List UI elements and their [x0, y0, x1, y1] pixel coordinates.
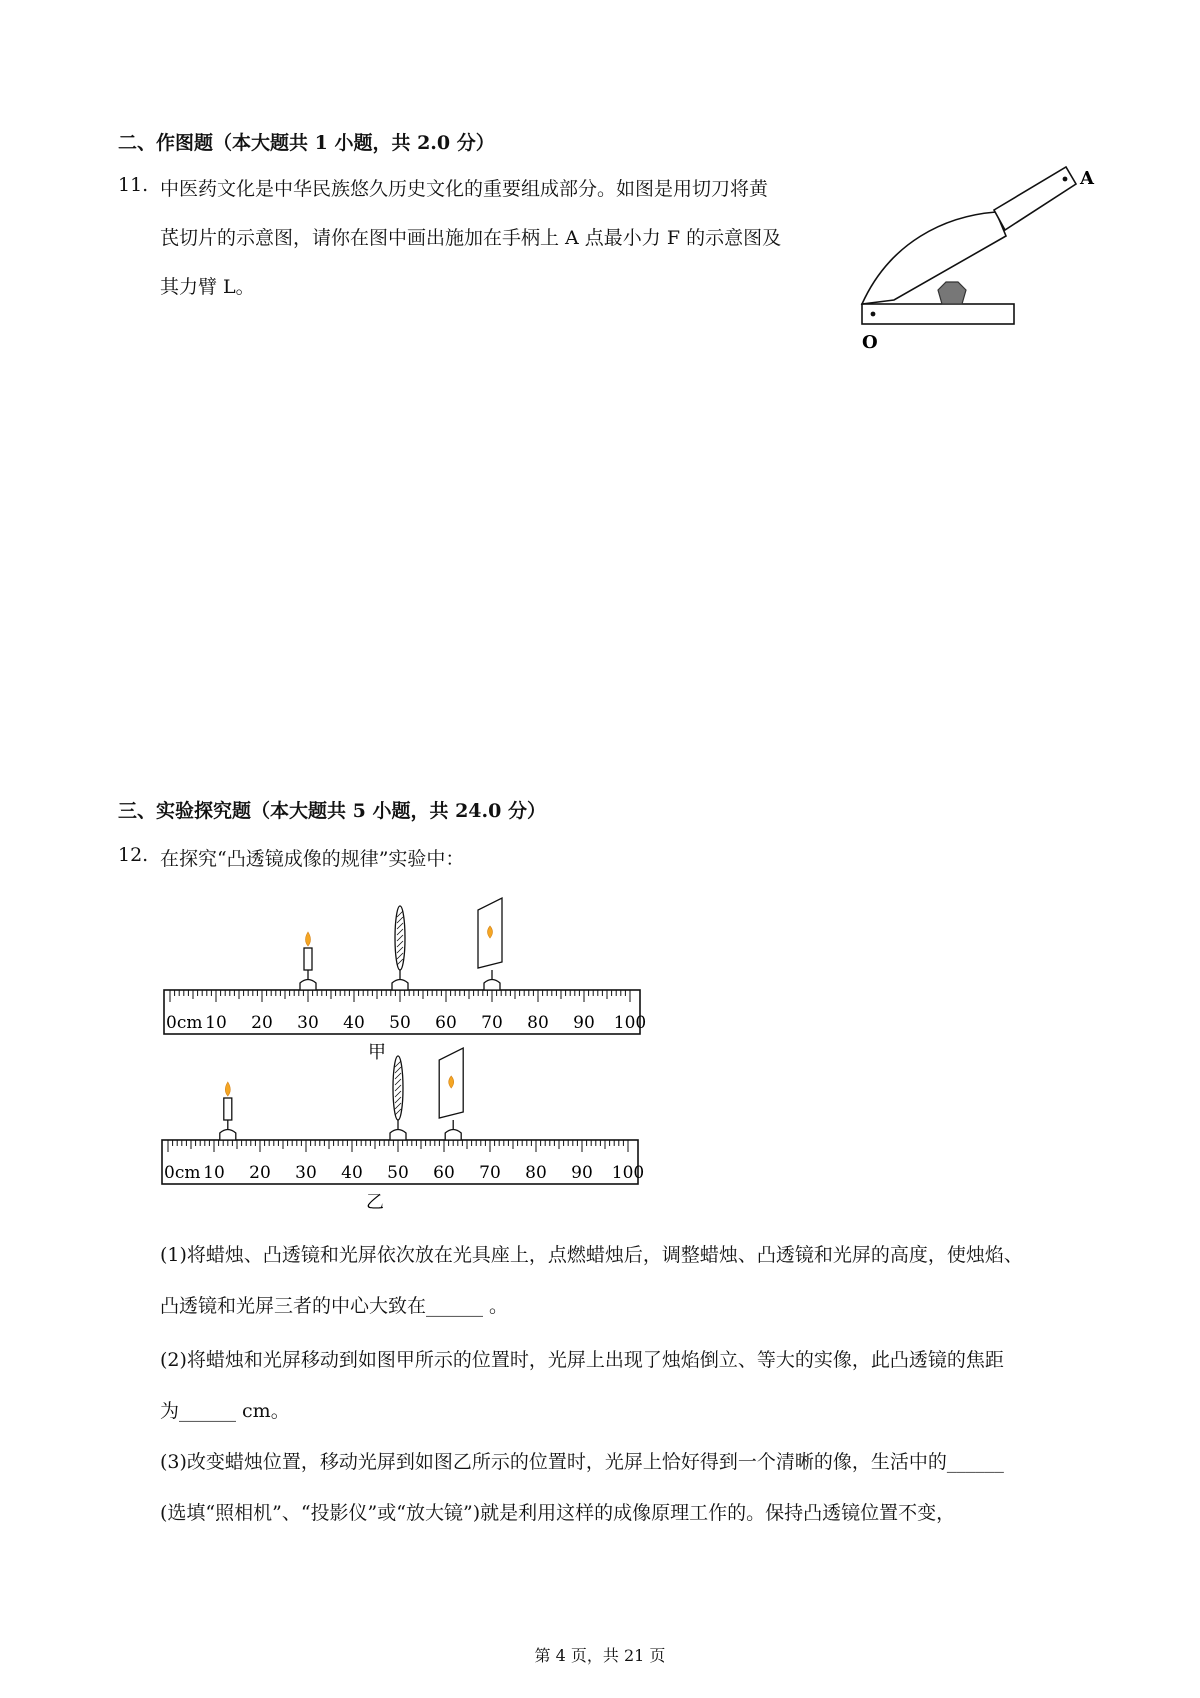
- ruler-tick-label: 100: [613, 1013, 647, 1033]
- holder-base: [445, 1130, 461, 1141]
- holder-base: [392, 980, 408, 991]
- point-a-dot: [1063, 177, 1068, 182]
- ruler-tick-label: 90: [571, 1163, 593, 1183]
- ruler-tick-label: 20: [249, 1163, 271, 1183]
- ruler-tick-label: 90: [573, 1013, 595, 1033]
- ruler-tick-label: 0cm: [164, 1163, 201, 1183]
- q12-p2-line-2: 为______ cm。: [160, 1400, 290, 1422]
- holder-base: [300, 980, 316, 991]
- ruler-tick-label: 20: [251, 1013, 273, 1033]
- q12-number: 12.: [118, 844, 149, 866]
- holder-base: [390, 1130, 406, 1141]
- ruler-tick-label: 50: [387, 1163, 409, 1183]
- q12-p3-line-1: (3)改变蜡烛位置，移动光屏到如图乙所示的位置时，光屏上恰好得到一个清晰的像，生活中的______: [160, 1451, 1004, 1473]
- candle-flame: [225, 1082, 230, 1096]
- ruler-tick-label: 0cm: [166, 1013, 203, 1033]
- ruler-tick-label: 60: [435, 1013, 457, 1033]
- ruler-tick-label: 80: [527, 1013, 549, 1033]
- candle-body: [304, 948, 312, 970]
- ruler-tick-label: 40: [343, 1013, 365, 1033]
- label-a: A: [1080, 168, 1094, 189]
- q12-p3-line-2: (选填“照相机”、“投影仪”或“放大镜”)就是利用这样的成像原理工作的。保持凸透镜位置不变，: [160, 1502, 956, 1524]
- q11-line-1: 中医药文化是中华民族悠久历史文化的重要组成部分。如图是用切刀将黄: [160, 178, 769, 200]
- holder-base: [220, 1130, 236, 1141]
- q12-p1-line-1: (1)将蜡烛、凸透镜和光屏依次放在光具座上，点燃蜡烛后，调整蜡烛、凸透镜和光屏的高度，使烛焰、: [160, 1244, 1023, 1266]
- ruler-tick-label: 30: [295, 1163, 317, 1183]
- ruler-tick-label: 70: [481, 1013, 503, 1033]
- page-footer: 第 4 页，共 21 页: [534, 1646, 666, 1665]
- label-o: O: [862, 332, 878, 350]
- section-3-heading: 三、实验探究题（本大题共 5 小题，共 24.0 分）: [118, 800, 546, 822]
- q11-number: 11.: [118, 174, 149, 196]
- cutter-base-board: [862, 304, 1014, 324]
- ruler-tick-label: 80: [525, 1163, 547, 1183]
- ruler-tick-label: 60: [433, 1163, 455, 1183]
- ruler-tick-label: 50: [389, 1013, 411, 1033]
- figure-caption: 甲: [368, 1042, 386, 1063]
- q12-intro: 在探究“凸透镜成像的规律”实验中：: [160, 848, 465, 870]
- ruler-tick-label: 30: [297, 1013, 319, 1033]
- section-2-heading: 二、作图题（本大题共 1 小题，共 2.0 分）: [118, 132, 495, 154]
- ruler-tick-label: 10: [203, 1163, 225, 1183]
- ruler-tick-label: 10: [205, 1013, 227, 1033]
- q12-p1-line-2: 凸透镜和光屏三者的中心大致在______ 。: [160, 1295, 509, 1317]
- cutter-handle: [994, 167, 1076, 230]
- q12-p2-line-1: (2)将蜡烛和光屏移动到如图甲所示的位置时，光屏上出现了烛焰倒立、等大的实像，此凸透镜的焦距: [160, 1349, 1004, 1371]
- figure-caption: 乙: [366, 1192, 384, 1213]
- cutter-blade: [862, 212, 1006, 304]
- optical-bench-yi: [158, 1040, 648, 1220]
- ruler-tick-label: 70: [479, 1163, 501, 1183]
- ruler-tick-label: 100: [611, 1163, 645, 1183]
- q11-cutter-figure: [850, 160, 1110, 350]
- ruler-tick-label: 40: [341, 1163, 363, 1183]
- q11-line-2: 芪切片的示意图，请你在图中画出施加在手柄上 A 点最小力 F 的示意图及: [160, 227, 782, 249]
- q11-line-3: 其力臂 L。: [160, 276, 255, 298]
- candle-flame: [306, 932, 311, 946]
- herb-slice: [938, 282, 966, 304]
- pivot-point: [871, 312, 876, 317]
- candle-body: [224, 1098, 232, 1120]
- holder-base: [484, 980, 500, 991]
